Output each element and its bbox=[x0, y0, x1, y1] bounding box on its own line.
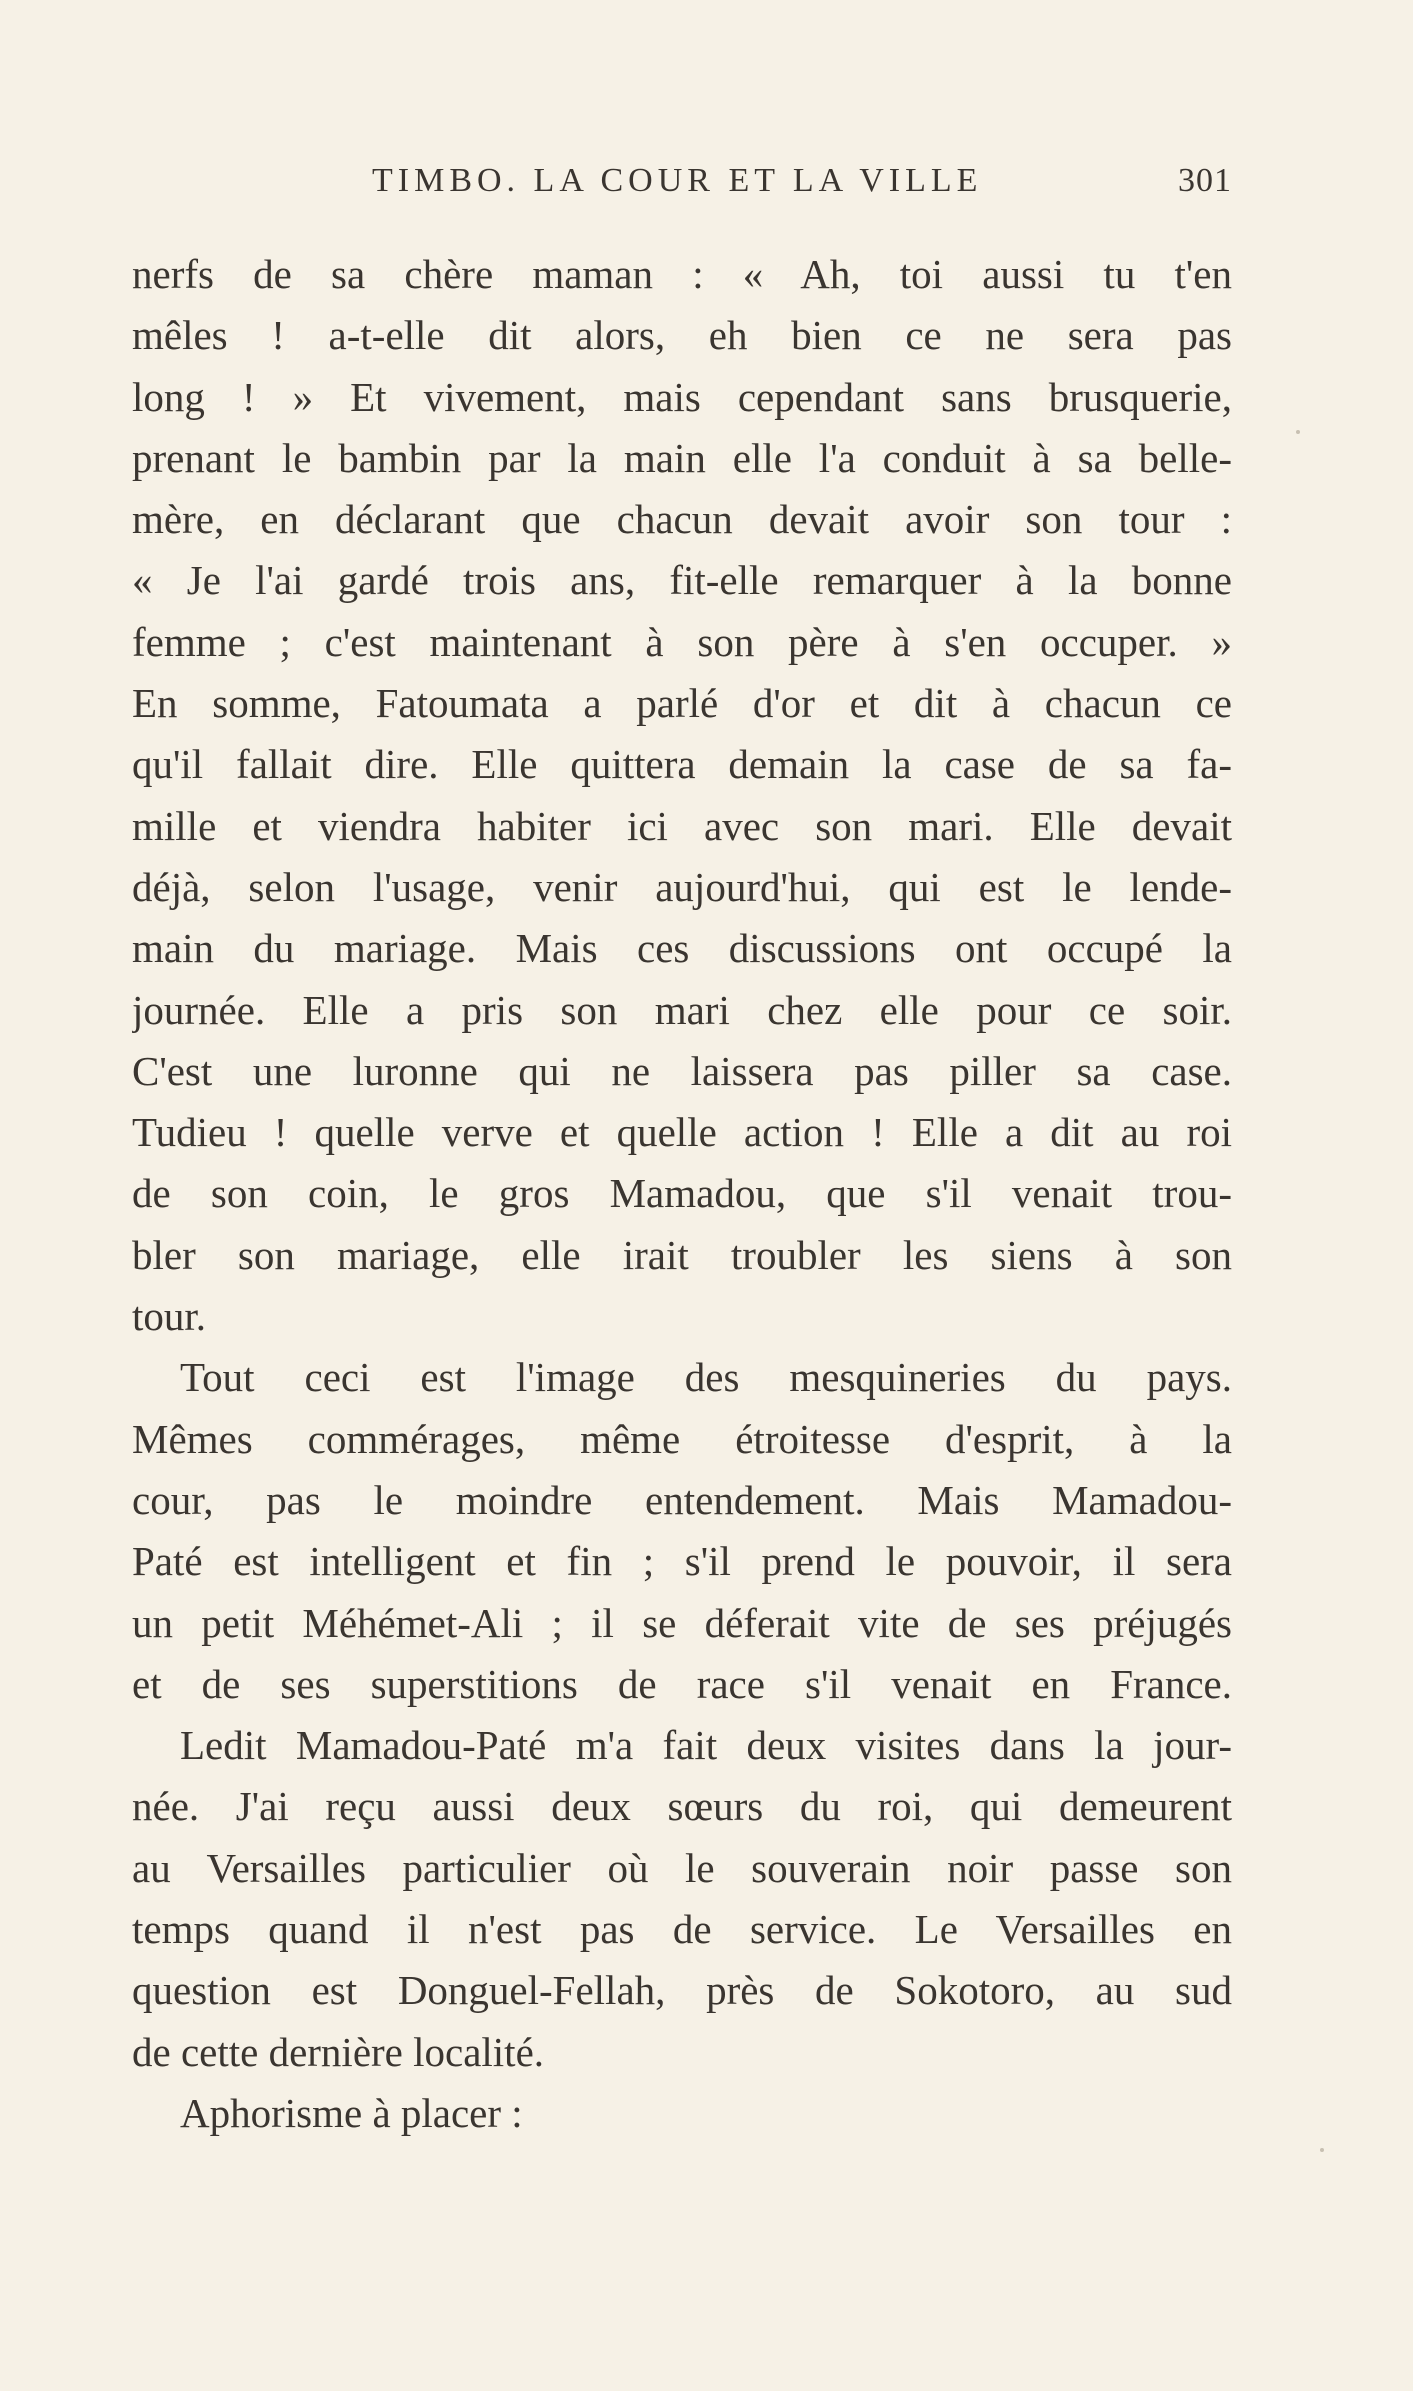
running-head bbox=[132, 162, 1232, 212]
page-number: 301 bbox=[1178, 162, 1232, 199]
text-line: En somme, Fatoumata a parlé d'or et dit à chacun ce bbox=[132, 680, 1232, 727]
text-line: temps quand il n'est pas de service. Le Versailles en bbox=[132, 1906, 1232, 1953]
text-line: Tout ceci est l'image des mesquineries du pays. bbox=[180, 1354, 1232, 1401]
text-line: Ledit Mamadou-Paté m'a fait deux visites dans la jour- bbox=[180, 1722, 1232, 1769]
text-line: femme ; c'est maintenant à son père à s'en occuper. » bbox=[132, 618, 1232, 665]
text-line: de cette dernière localité. bbox=[132, 2028, 545, 2075]
text-line: bler son mariage, elle irait troubler les siens à son bbox=[132, 1231, 1232, 1278]
text-line: au Versailles particulier où le souverain noir passe son bbox=[132, 1844, 1232, 1891]
text-line: C'est une luronne qui ne laissera pas piller sa case. bbox=[132, 1047, 1232, 1094]
text-line: Mêmes commérages, même étroitesse d'esprit, à la bbox=[132, 1415, 1232, 1462]
text-line: nerfs de sa chère maman : « Ah, toi aussi tu t'en bbox=[132, 251, 1232, 297]
text-line: mêles ! a-t-elle dit alors, eh bien ce ne sera pas bbox=[132, 312, 1232, 359]
text-line: question est Donguel-Fellah, près de Sokotoro, au sud bbox=[132, 1967, 1232, 2014]
body-text bbox=[132, 244, 1232, 2144]
text-line: qu'il fallait dire. Elle quittera demain la case de sa fa- bbox=[132, 741, 1232, 788]
text-line: « Je l'ai gardé trois ans, fit-elle remarquer à la bonne bbox=[132, 557, 1232, 604]
text-line: déjà, selon l'usage, venir aujourd'hui, qui est le lende- bbox=[132, 863, 1232, 910]
text-line: et de ses superstitions de race s'il venait en France. bbox=[132, 1660, 1232, 1707]
text-line: Aphorisme à placer : bbox=[180, 2089, 523, 2136]
text-line: tour. bbox=[132, 1293, 207, 1340]
text-line: long ! » Et vivement, mais cependant sans brusquerie, bbox=[132, 373, 1232, 420]
text-line: un petit Méhémet-Ali ; il se déferait vite de ses préjugés bbox=[132, 1599, 1232, 1646]
text-line: cour, pas le moindre entendement. Mais Mamadou- bbox=[132, 1476, 1232, 1523]
text-line: de son coin, le gros Mamadou, que s'il venait trou- bbox=[132, 1170, 1232, 1217]
text-line: main du mariage. Mais ces discussions ont occupé la bbox=[132, 925, 1232, 972]
text-line: journée. Elle a pris son mari chez elle pour ce soir. bbox=[132, 986, 1232, 1033]
paper-speck bbox=[1296, 430, 1300, 434]
text-line: mille et viendra habiter ici avec son mari. Elle devait bbox=[132, 802, 1232, 849]
text-line: Paté est intelligent et fin ; s'il prend le pouvoir, il sera bbox=[132, 1538, 1232, 1585]
paper-speck bbox=[1320, 2148, 1324, 2152]
running-title: TIMBO. LA COUR ET LA VILLE bbox=[372, 162, 983, 199]
text-line: prenant le bambin par la main elle l'a conduit à sa belle- bbox=[132, 434, 1232, 481]
text-line: Tudieu ! quelle verve et quelle action ! Elle a dit au roi bbox=[132, 1109, 1232, 1156]
text-line: mère, en déclarant que chacun devait avoir son tour : bbox=[132, 496, 1232, 543]
text-line: née. J'ai reçu aussi deux sœurs du roi, qui demeurent bbox=[132, 1783, 1232, 1830]
